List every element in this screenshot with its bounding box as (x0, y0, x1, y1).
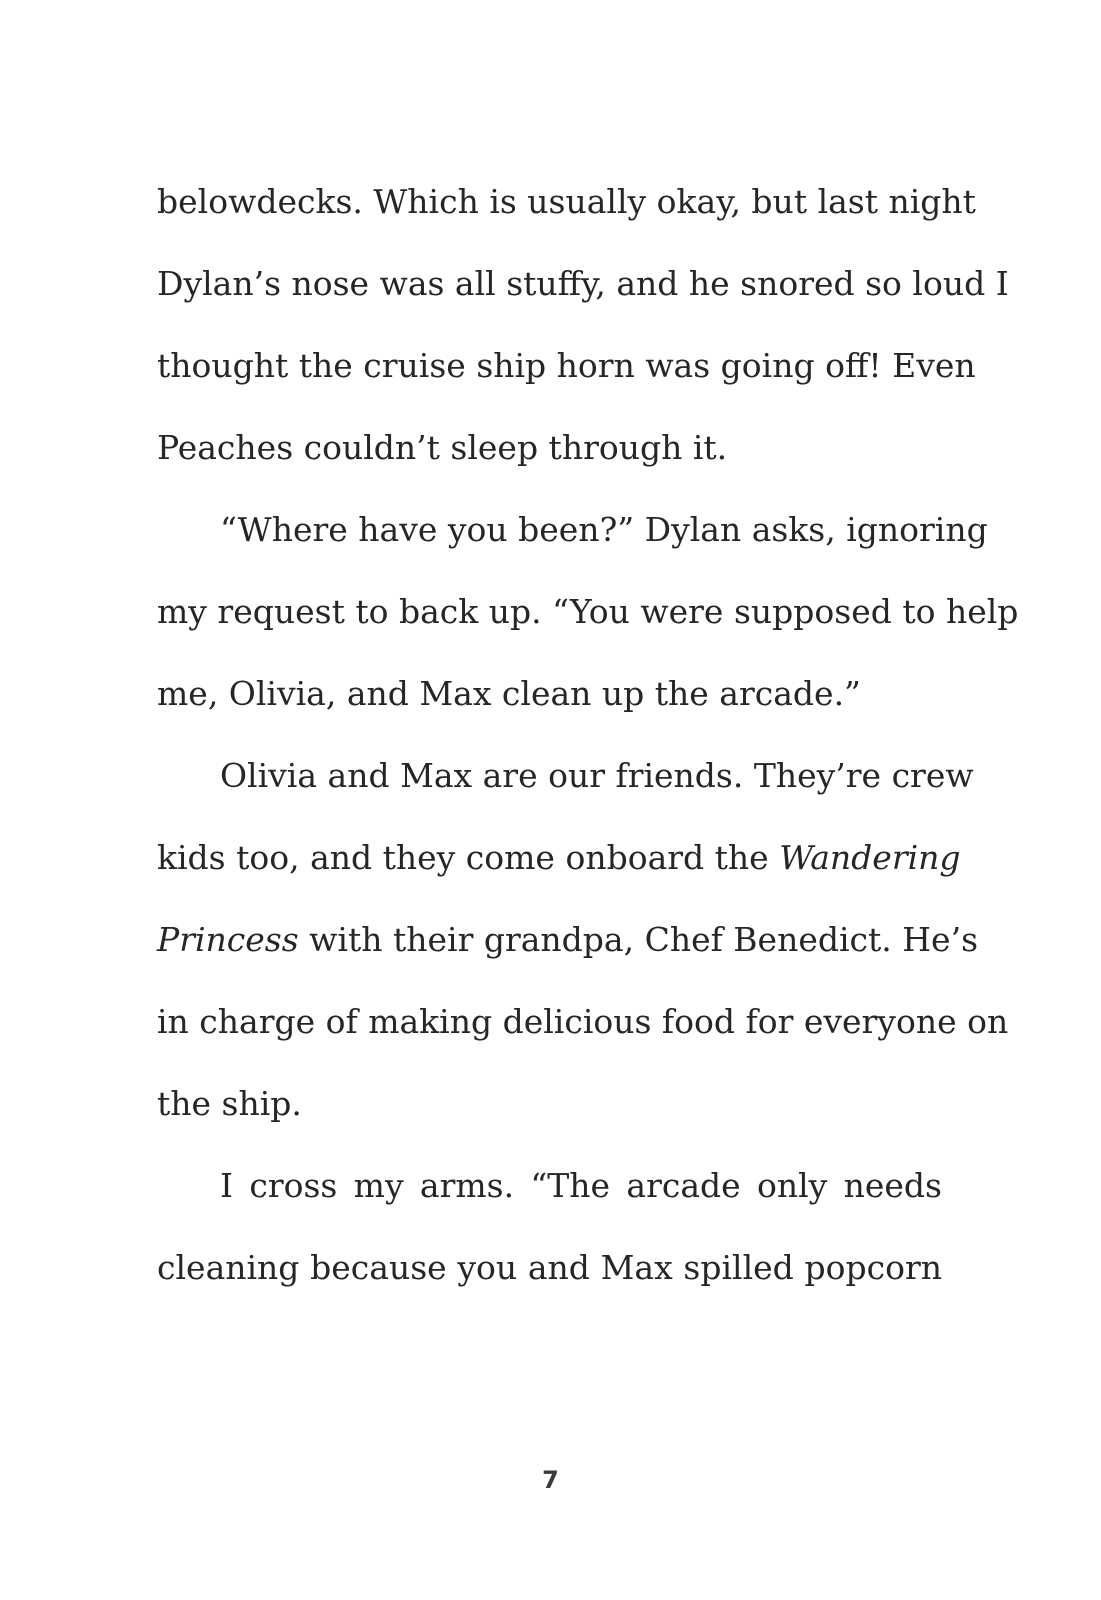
ship-name-italic: Princess (157, 920, 299, 959)
text-line: thought the cruise ship horn was going off! Even (157, 346, 976, 385)
text-line: Dylan’s nose was all stuffy, and he snored so loud I (157, 264, 1009, 303)
text-line: cleaning because you and Max spilled popcorn (157, 1248, 942, 1287)
text-line: Olivia and Max are our friends. They’re crew (220, 756, 974, 795)
ship-name-italic: Wandering (779, 838, 961, 877)
text-line: my request to back up. “You were supposed to help (157, 592, 1019, 631)
text-segment: with their grandpa, Chef Benedict. He’s (309, 920, 979, 959)
text-line: “Where have you been?” Dylan asks, ignoring (220, 510, 988, 549)
text-line: in charge of making delicious food for everyone on (157, 1002, 1009, 1041)
text-line: belowdecks. Which is usually okay, but last night (157, 182, 976, 221)
text-line (157, 832, 961, 914)
text-line: Peaches couldn’t sleep through it. (157, 428, 728, 467)
text-line: the ship. (157, 1084, 302, 1123)
body-text (157, 176, 1019, 1324)
text-line: me, Olivia, and Max clean up the arcade.” (157, 674, 861, 713)
page-number: 7 (542, 1466, 559, 1494)
text-line: I cross my arms. “The arcade only needs (220, 1166, 942, 1205)
text-segment: kids too, and they come onboard the (157, 838, 769, 877)
text-line (157, 914, 979, 996)
